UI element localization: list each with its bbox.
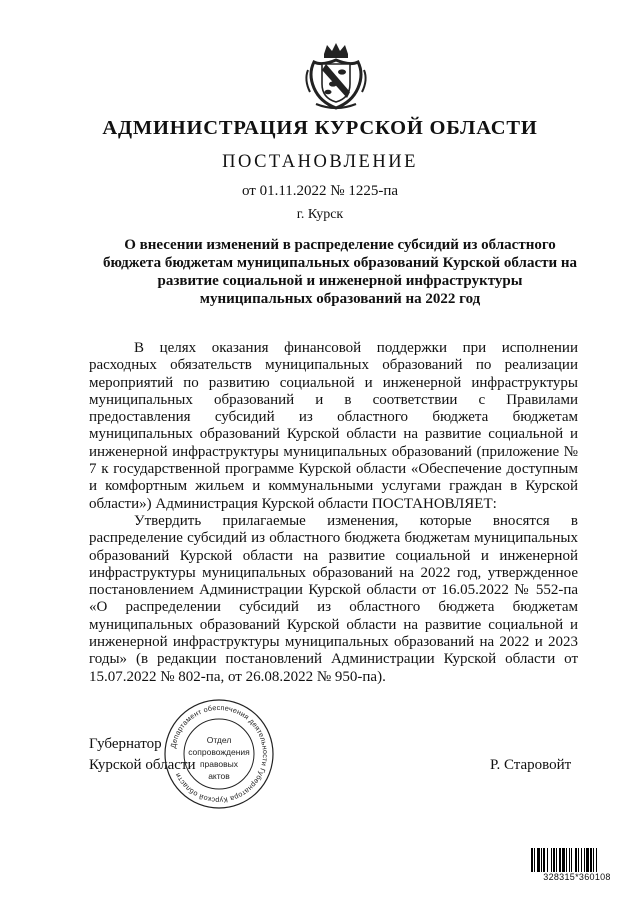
stamp-line-3: правовых	[199, 759, 239, 769]
signatory-position-line-2: Курской области	[89, 757, 196, 773]
stamp-outer-text: Департамент обеспечения деятельности Губернатора Курской области	[168, 702, 271, 806]
signatory-position-line-1: Губернатор	[89, 736, 162, 752]
body-paragraph-2: Утвердить прилагаемые изменения, которые вносятся в распределение субсидий из областного бюджета бюджетам муниципальных образований Курской области на развитие социальной и инженерной инфраструктуры муниципальных образований на 2022 год, утвержденное постановлением Администрации Курской области от 16.05.2022 № 552-па «О распределении субсидий из областного бюджета бюджетам муниципальных образований Курской области на развитие социальной и инженерной инфраструктуры муниципальных образований на 2022 и 2023 годы» (в редакции постановлений Администрации Курской области от 15.07.2022 № 802-па, от 26.08.2022 № 950-па).	[89, 512, 578, 685]
barcode-number: 328315*360108	[529, 872, 625, 882]
body-paragraph-1: В целях оказания финансовой поддержки при исполнении расходных обязательств муниципальных образований по реализации мероприятий по развитию социальной и инженерной инфраструктуры муниципальных образований и в соответствии с Правилами предоставления субсидий из областного бюджета бюджетам муниципальных образований Курской области на развитие социальной и инженерной инфраструктуры муниципальных образований (приложение № 7 к государственной программе Курской области «Обеспечение доступным и комфортным жильем и коммунальными услугами граждан в Курской области») Администрация Курской области ПОСТАНОВЛЯЕТ:	[89, 340, 578, 512]
stamp-line-1: Отдел	[206, 735, 232, 745]
document-number: от 01.11.2022 № 1225-па	[241, 183, 399, 199]
signatory-name: Р. Старовойт	[490, 757, 572, 773]
official-stamp	[163, 698, 275, 810]
document-title: О внесении изменений в распределение субсидий из областного бюджета бюджетам муниципальных образований Курской области на развитие социальной и инженерной инфраструктуры муниципальных образований на 2022 год	[102, 237, 578, 307]
document-body	[89, 340, 578, 686]
coat-of-arms-icon	[300, 40, 372, 112]
stamp-line-2: сопровождения	[188, 747, 250, 757]
organization-name: АДМИНИСТРАЦИЯ КУРСКОЙ ОБЛАСТИ	[102, 117, 538, 139]
stamp-line-4: актов	[208, 771, 230, 781]
document-type: ПОСТАНОВЛЕНИЕ	[222, 152, 418, 172]
document-city: г. Курск	[296, 207, 344, 222]
